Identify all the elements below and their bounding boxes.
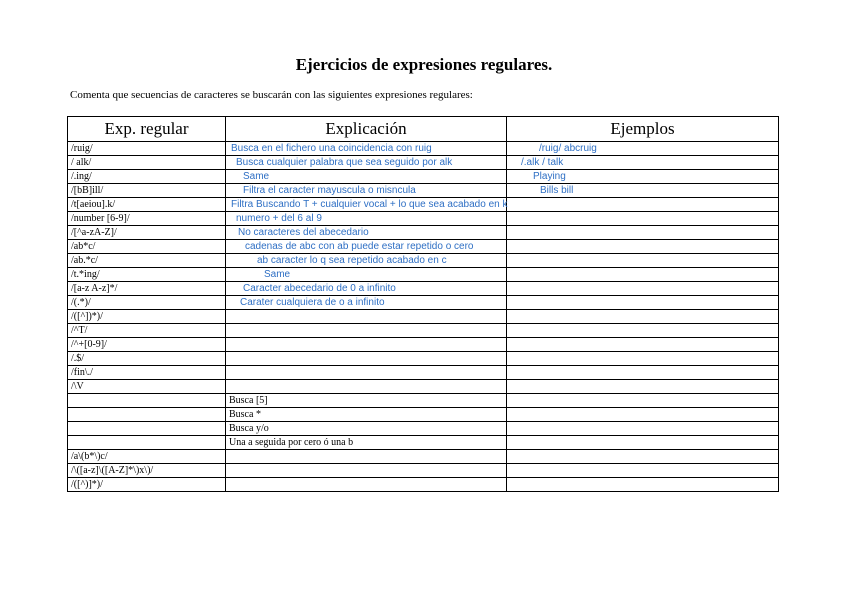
regex-cell: /.ing/	[68, 170, 226, 184]
regex-cell: /.$/	[68, 352, 226, 366]
table-row	[68, 296, 779, 310]
explanation-cell	[226, 422, 507, 436]
explanation-annotation: Carater cualquiera de o a infinito	[240, 297, 385, 308]
example-cell	[507, 464, 779, 478]
explanation-annotation: Same	[264, 269, 291, 280]
table-row	[68, 422, 779, 436]
explanation-cell	[226, 240, 507, 254]
explanation-cell	[226, 408, 507, 422]
table-row	[68, 156, 779, 170]
explanation-cell	[226, 366, 507, 380]
example-cell	[507, 352, 779, 366]
example-cell	[507, 268, 779, 282]
table-row	[68, 436, 779, 450]
table-row	[68, 142, 779, 156]
table-row	[68, 464, 779, 478]
explanation-cell	[226, 464, 507, 478]
explanation-cell	[226, 450, 507, 464]
table-row	[68, 394, 779, 408]
example-cell	[507, 296, 779, 310]
table-row	[68, 170, 779, 184]
table-row	[68, 338, 779, 352]
explanation-annotation: No caracteres del abecedario	[238, 227, 369, 238]
explanation-annotation: Busca cualquier palabra que sea seguido por alk	[236, 157, 453, 168]
example-cell	[507, 394, 779, 408]
example-cell	[507, 366, 779, 380]
regex-cell: /number [6-9]/	[68, 212, 226, 226]
regex-cell	[68, 394, 226, 408]
example-cell	[507, 310, 779, 324]
regex-cell: / alk/	[68, 156, 226, 170]
explanation-cell	[226, 184, 507, 198]
example-cell	[507, 170, 779, 184]
example-cell	[507, 408, 779, 422]
regex-cell: /a\(b*\)c/	[68, 450, 226, 464]
regex-cell: /t.*ing/	[68, 268, 226, 282]
explanation-cell	[226, 268, 507, 282]
page-title: Ejercicios de expresiones regulares.	[295, 55, 553, 74]
example-annotation: /ruig/ abcruig	[539, 143, 597, 154]
example-cell	[507, 226, 779, 240]
regex-cell	[68, 408, 226, 422]
regex-cell: /[bB]ill/	[68, 184, 226, 198]
table-header-row	[68, 117, 779, 142]
intro-text: Comenta que secuencias de caracteres se buscarán con las siguientes expresiones regulares:	[70, 89, 473, 101]
table-row	[68, 408, 779, 422]
explanation-cell	[226, 226, 507, 240]
example-annotation: /.alk / talk	[521, 157, 564, 168]
explanation-annotation: ab caracter lo q sea repetido acabado en c	[257, 255, 447, 266]
table-row	[68, 198, 779, 212]
table-row	[68, 366, 779, 380]
explanation-cell	[226, 380, 507, 394]
example-cell	[507, 422, 779, 436]
explanation-cell	[226, 436, 507, 450]
explanation-cell	[226, 394, 507, 408]
example-annotation: Playing	[533, 171, 566, 182]
table-row	[68, 240, 779, 254]
explanation-annotation: Same	[243, 171, 270, 182]
example-cell	[507, 282, 779, 296]
table-row	[68, 310, 779, 324]
explanation-text: Busca y/o	[229, 423, 269, 434]
example-cell	[507, 156, 779, 170]
table-row	[68, 268, 779, 282]
explanation-cell	[226, 282, 507, 296]
table-row	[68, 478, 779, 492]
header-exp-regular: Exp. regular	[68, 117, 226, 142]
example-cell	[507, 338, 779, 352]
explanation-cell	[226, 254, 507, 268]
example-cell	[507, 198, 779, 212]
explanation-annotation: Filtra Buscando T + cualquier vocal + lo que sea acabado en k	[231, 199, 508, 210]
explanation-cell	[226, 156, 507, 170]
regex-cell: /t[aeiou].k/	[68, 198, 226, 212]
table-body	[68, 142, 779, 492]
regex-cell	[68, 422, 226, 436]
example-cell	[507, 240, 779, 254]
table-row	[68, 282, 779, 296]
regex-cell: /([^])*)/	[68, 310, 226, 324]
explanation-text: Busca [5]	[229, 395, 268, 406]
example-cell	[507, 436, 779, 450]
regex-cell: /ab.*c/	[68, 254, 226, 268]
regex-cell: /\V	[68, 380, 226, 394]
explanation-cell	[226, 296, 507, 310]
table-row	[68, 352, 779, 366]
explanation-cell	[226, 352, 507, 366]
table-row	[68, 226, 779, 240]
example-cell	[507, 142, 779, 156]
regex-cell: /(.*)/	[68, 296, 226, 310]
header-explicacion: Explicación	[226, 117, 507, 142]
example-cell	[507, 450, 779, 464]
explanation-annotation: Caracter abecedario de 0 a infinito	[243, 283, 396, 294]
table-row	[68, 212, 779, 226]
regex-cell: /^+[0-9]/	[68, 338, 226, 352]
table-row	[68, 450, 779, 464]
example-cell	[507, 184, 779, 198]
regex-table	[67, 116, 779, 492]
explanation-cell	[226, 142, 507, 156]
table-row	[68, 184, 779, 198]
explanation-cell	[226, 170, 507, 184]
regex-cell: /[a-z A-z]*/	[68, 282, 226, 296]
example-cell	[507, 478, 779, 492]
explanation-cell	[226, 212, 507, 226]
explanation-annotation: Filtra el caracter mayuscula o misncula	[243, 185, 416, 196]
header-ejemplos: Ejemplos	[507, 117, 779, 142]
regex-cell: /ab*c/	[68, 240, 226, 254]
regex-cell: /[^a-zA-Z]/	[68, 226, 226, 240]
explanation-cell	[226, 310, 507, 324]
example-cell	[507, 212, 779, 226]
table-row	[68, 324, 779, 338]
regex-cell: /ruig/	[68, 142, 226, 156]
regex-cell: /\([a-z]\([A-Z]*\)x\)/	[68, 464, 226, 478]
table-row	[68, 380, 779, 394]
example-cell	[507, 324, 779, 338]
regex-cell: /fin\./	[68, 366, 226, 380]
example-cell	[507, 380, 779, 394]
explanation-cell	[226, 198, 507, 212]
explanation-cell	[226, 478, 507, 492]
table-row	[68, 254, 779, 268]
explanation-text: Una a seguida por cero ó una b	[229, 437, 354, 448]
regex-cell: /([^)]*)/	[68, 478, 226, 492]
regex-cell: /^T/	[68, 324, 226, 338]
example-cell	[507, 254, 779, 268]
explanation-annotation: cadenas de abc con ab puede estar repetido o cero	[245, 241, 474, 252]
example-annotation: Bills bill	[540, 185, 574, 196]
explanation-annotation: numero + del 6 al 9	[236, 213, 322, 224]
explanation-text: Busca *	[229, 409, 261, 420]
regex-cell	[68, 436, 226, 450]
explanation-annotation: Busca en el fichero una coincidencia con ruig	[231, 143, 432, 154]
explanation-cell	[226, 338, 507, 352]
explanation-cell	[226, 324, 507, 338]
